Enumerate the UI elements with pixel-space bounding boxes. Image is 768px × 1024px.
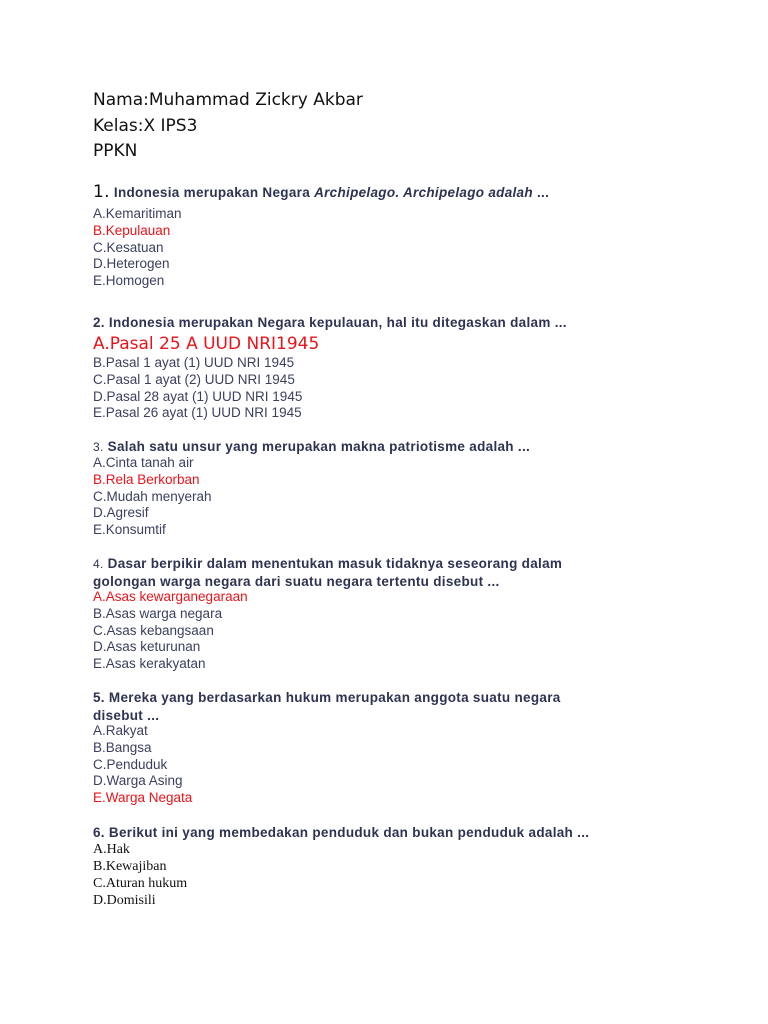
option-answer: B.Rela Berkorban xyxy=(93,471,200,487)
option: E.Konsumtif xyxy=(93,522,166,538)
option-answer: B.Kepulauan xyxy=(93,222,171,238)
option: E.Pasal 26 ayat (1) UUD NRI 1945 xyxy=(93,405,302,421)
question-4-options xyxy=(93,589,248,673)
option: C.Aturan hukum xyxy=(93,876,188,891)
question-1 xyxy=(93,183,549,202)
question-6-number: 6. xyxy=(93,825,105,840)
option: D.Pasal 28 ayat (1) UUD NRI 1945 xyxy=(93,388,303,404)
subject-title: PPKN xyxy=(93,141,138,161)
option-answer: A.Pasal 25 A UUD NRI1945 xyxy=(93,334,320,354)
option: D.Domisili xyxy=(93,893,156,908)
question-5 xyxy=(93,689,561,725)
option: C.Kesatuan xyxy=(93,239,164,255)
option: A.Hak xyxy=(93,842,130,857)
option: A.Kemaritiman xyxy=(93,206,182,221)
option: B.Asas warga negara xyxy=(93,605,223,621)
option: D.Warga Asing xyxy=(93,773,183,789)
question-6 xyxy=(93,824,589,842)
question-1-text: 1. Indonesia merupakan Negara Archipelago. Archipelago adalah ... xyxy=(93,182,550,202)
question-3-options xyxy=(93,455,212,539)
option: B.Pasal 1 ayat (1) UUD NRI 1945 xyxy=(93,355,295,370)
option: B.Bangsa xyxy=(93,739,152,755)
question-3 xyxy=(93,438,530,456)
question-1-number: 1. xyxy=(93,182,110,202)
option-answer: A.Asas kewarganegaraan xyxy=(93,589,248,604)
option: C.Asas kebangsaan xyxy=(93,622,214,638)
student-name: Nama:Muhammad Zickry Akbar xyxy=(93,90,363,110)
option: E.Homogen xyxy=(93,273,165,289)
question-3-number: 3. xyxy=(93,440,104,454)
option: C.Mudah menyerah xyxy=(93,488,212,504)
question-1-options xyxy=(93,206,182,290)
question-6-text: 6. Berikut ini yang membedakan penduduk dan bukan penduduk adalah ... xyxy=(93,825,590,840)
question-5-text: 5. Mereka yang berdasarkan hukum merupakan anggota suatu negara disebut ... xyxy=(93,690,561,723)
question-3-text: 3. Salah satu unsur yang merupakan makna patriotisme adalah ... xyxy=(93,439,531,454)
option: D.Agresif xyxy=(93,505,149,521)
question-4-text: 4. Dasar berpikir dalam menentukan masuk tidaknya seseorang dalam golongan warga negara dari suatu negara tertentu disebut ... xyxy=(93,556,563,589)
question-5-number: 5. xyxy=(93,690,105,705)
option: C.Pasal 1 ayat (2) UUD NRI 1945 xyxy=(93,371,295,387)
question-2-number: 2. xyxy=(93,315,105,330)
option-answer: E.Warga Negata xyxy=(93,790,193,806)
question-2-options xyxy=(93,333,319,422)
question-2 xyxy=(93,314,567,332)
option: D.Asas keturunan xyxy=(93,639,201,655)
option: C.Penduduk xyxy=(93,756,168,772)
option: D.Heterogen xyxy=(93,256,170,272)
question-6-options xyxy=(93,841,187,909)
option: B.Kewajiban xyxy=(93,859,167,874)
option: A.Cinta tanah air xyxy=(93,455,194,470)
option: E.Asas kerakyatan xyxy=(93,656,206,672)
option: A.Rakyat xyxy=(93,723,148,738)
student-header xyxy=(93,88,363,165)
student-class: Kelas:X IPS3 xyxy=(93,115,198,136)
question-4-number: 4. xyxy=(93,557,104,571)
question-4 xyxy=(93,555,562,591)
question-2-text: 2. Indonesia merupakan Negara kepulauan, hal itu ditegaskan dalam ... xyxy=(93,315,567,330)
question-5-options xyxy=(93,723,192,807)
